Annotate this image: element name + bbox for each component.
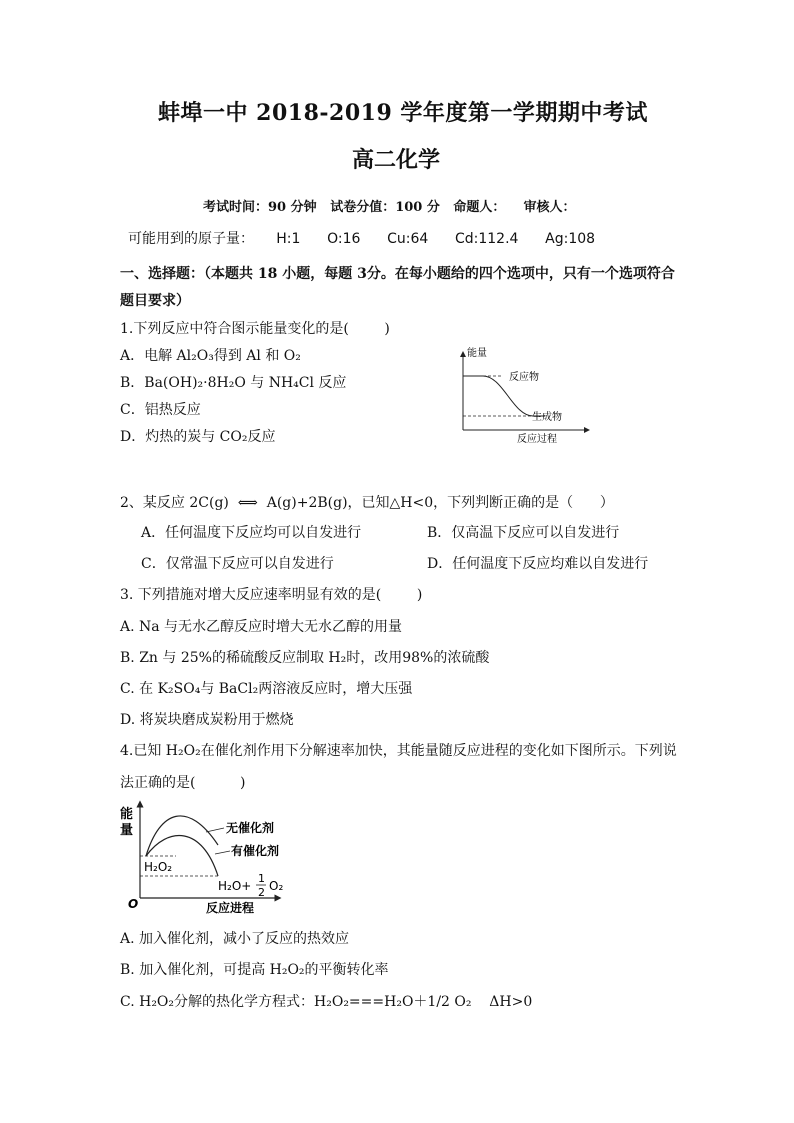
q4-option-a: A. 加入催化剂，减小了反应的热效应 bbox=[120, 931, 350, 947]
q1-xlabel: 反应过程 bbox=[517, 434, 557, 445]
q3-option-b: B. Zn 与 25%的稀硫酸反应制取 H₂时，改用98%的浓硫酸 bbox=[120, 650, 490, 666]
q3-option-a: A. Na 与无水乙醇反应时增大无水乙醇的用量 bbox=[120, 619, 403, 635]
q1-option-b: B．Ba(OH)₂·8H₂O 与 NH₄Cl 反应 bbox=[120, 375, 347, 391]
section-heading: 一、选择题：（本题共 18 小题，每题 3分。在每小题给的四个选项中，只有一个选项符合 bbox=[120, 266, 675, 282]
q3-option-d: D. 将炭块磨成炭粉用于燃烧 bbox=[120, 712, 294, 728]
question-4-stem: 4.已知 H₂O₂在催化剂作用下分解速率加快，其能量随反应进程的变化如下图所示。下列说 bbox=[120, 743, 677, 759]
q4-half-num: 1 bbox=[258, 872, 265, 885]
q4-ylabel-2: 量 bbox=[120, 823, 134, 838]
q4-half-den: 2 bbox=[258, 886, 265, 899]
question-3-stem: 3. 下列措施对增大反应速率明显有效的是( ) bbox=[120, 587, 423, 603]
q4-pointer-no-cat bbox=[206, 828, 224, 832]
q2-option-a: A．任何温度下反应均可以自发进行 bbox=[141, 525, 362, 541]
q3-option-c: C. 在 K₂SO₄与 BaCl₂两溶液反应时，增大压强 bbox=[120, 681, 413, 697]
section-heading-cont: 题目要求） bbox=[120, 293, 190, 309]
q4-option-c: C. H₂O₂分解的热化学方程式：H₂O₂===H₂O＋1/2 O₂ ΔH>0 bbox=[120, 994, 533, 1010]
q4-label-no-catalyst: 无催化剂 bbox=[226, 821, 275, 835]
q4-product-label-a: H₂O+ bbox=[218, 879, 252, 893]
question-2-stem: 2、某反应 2C(g) ⟺ A(g)+2B(g)，已知△H<0，下列判断正确的是（ ） bbox=[120, 495, 614, 511]
question-1-stem: 1.下列反应中符合图示能量变化的是( ) bbox=[120, 321, 390, 337]
q1-option-a: A．电解 Al₂O₃得到 Al 和 O₂ bbox=[120, 348, 301, 364]
exam-title: 蚌埠一中 2018-2019 学年度第一学期期中考试 bbox=[158, 100, 648, 126]
q1-option-c: C．铝热反应 bbox=[120, 402, 201, 418]
question-4-stem-cont: 法正确的是( ) bbox=[120, 775, 246, 791]
atomic-masses: 可能用到的原子量： H:1 O:16 Cu:64 Cd:112.4 Ag:108 bbox=[128, 231, 596, 247]
q1-energy-diagram bbox=[455, 340, 590, 446]
q1-reactant-label: 反应物 bbox=[509, 372, 539, 383]
q1-ylabel: 能量 bbox=[467, 348, 487, 359]
q4-reactant-label: H₂O₂ bbox=[144, 860, 173, 874]
q4-option-b: B. 加入催化剂，可提高 H₂O₂的平衡转化率 bbox=[120, 962, 389, 978]
q4-origin: O bbox=[128, 897, 139, 911]
exam-subtitle: 高二化学 bbox=[352, 147, 441, 173]
q2-option-b: B．仅高温下反应可以自发进行 bbox=[427, 525, 620, 541]
q4-xlabel: 反应进程 bbox=[206, 901, 255, 915]
q2-option-d: D．任何温度下反应均难以自发进行 bbox=[427, 556, 649, 572]
q4-product-label-b: O₂ bbox=[269, 879, 284, 893]
q4-label-catalyst: 有催化剂 bbox=[231, 844, 280, 858]
q4-energy-diagram bbox=[118, 800, 298, 916]
q1-product-label: 生成物 bbox=[532, 412, 562, 423]
q4-ylabel-1: 能 bbox=[120, 807, 134, 822]
q1-option-d: D．灼热的炭与 CO₂反应 bbox=[120, 429, 276, 445]
q2-option-c: C．仅常温下反应可以自发进行 bbox=[141, 556, 334, 572]
q4-pointer-cat bbox=[215, 851, 230, 854]
exam-meta: 考试时间：90 分钟 试卷分值：100 分 命题人： 审核人： bbox=[203, 200, 576, 215]
